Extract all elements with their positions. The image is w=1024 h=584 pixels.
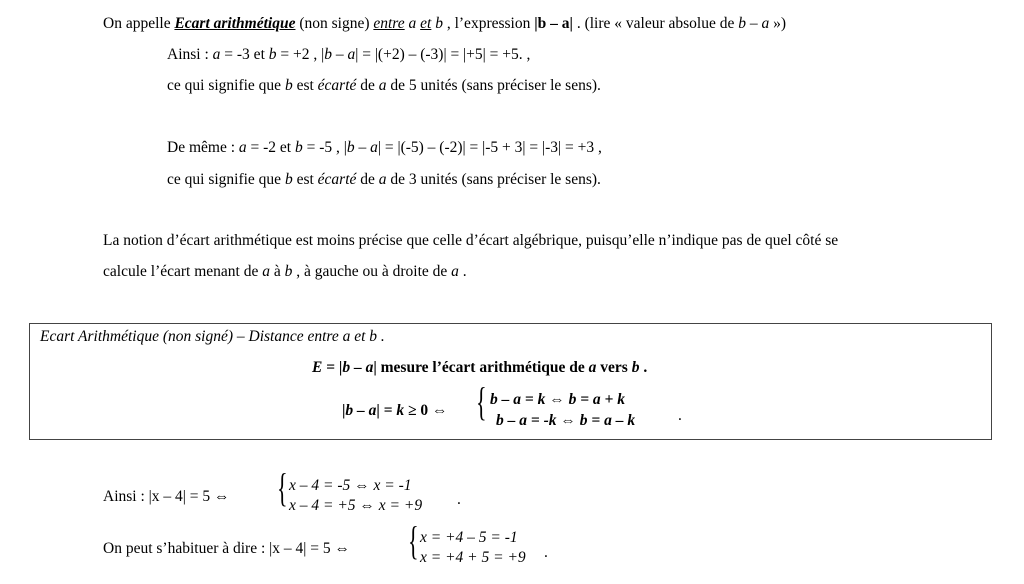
habit-lhs: On peut s’habituer à dire : |x – 4| = 5 ⇔ [103, 540, 350, 557]
example1-line1: Ainsi : a = -3 et b = +2 , |b – a| = |(+2) – (-3)| = |+5| = +5. , [167, 46, 531, 63]
definition-sentence: On appelle Ecart arithmétique (non signe) entre a et b , l’expression |b – a| . (lire « valeur absolue de b – a ») [103, 15, 787, 32]
box-title: Ecart Arithmétique (non signé) – Distance entre a et b . [40, 328, 385, 345]
notion-line1: La notion d’écart arithmétique est moins précise que celle d’écart algébrique, puisqu’elle n’indique pas de quel côté se [103, 232, 839, 249]
curly-brace: { [408, 518, 419, 563]
curly-brace: { [476, 379, 487, 424]
curly-brace: { [277, 465, 288, 510]
box-equation-lhs: |b – a| = k ≥ 0 ⇔ [342, 402, 448, 419]
example2-line2: ce qui signifie que b est écarté de a de 3 unités (sans préciser le sens). [167, 171, 601, 188]
example1-line2: ce qui signifie que b est écarté de a de 5 unités (sans préciser le sens). [167, 77, 601, 94]
system-row-2: b – a = -k ⇔ b = a – k [496, 412, 636, 429]
example2-line1: De même : a = -2 et b = -5 , |b – a| = |(-5) – (-2)| = |-5 + 3| = |-3| = +3 , [167, 139, 602, 156]
definition-box [29, 323, 992, 440]
box-equation-end: . [678, 407, 682, 424]
habit-row-2: x = +4 + 5 = +9 [420, 549, 526, 566]
box-definition: E = |b – a| mesure l’écart arithmétique de a vers b . [312, 359, 648, 376]
system-row-1: b – a = k ⇔ b = a + k [490, 391, 625, 408]
term-ecart-arithmetique: Ecart arithmétique [174, 15, 296, 32]
ainsi-row-2: x – 4 = +5 ⇔ x = +9 [289, 497, 423, 514]
ainsi-end: . [457, 491, 461, 508]
habit-row-1: x = +4 – 5 = -1 [420, 529, 518, 546]
ainsi-row-1: x – 4 = -5 ⇔ x = -1 [289, 477, 412, 494]
ainsi-lhs: Ainsi : |x – 4| = 5 ⇔ [103, 488, 230, 505]
notion-line2: calcule l’écart menant de a à b , à gauche ou à droite de a . [103, 263, 467, 280]
habit-end: . [544, 544, 548, 561]
